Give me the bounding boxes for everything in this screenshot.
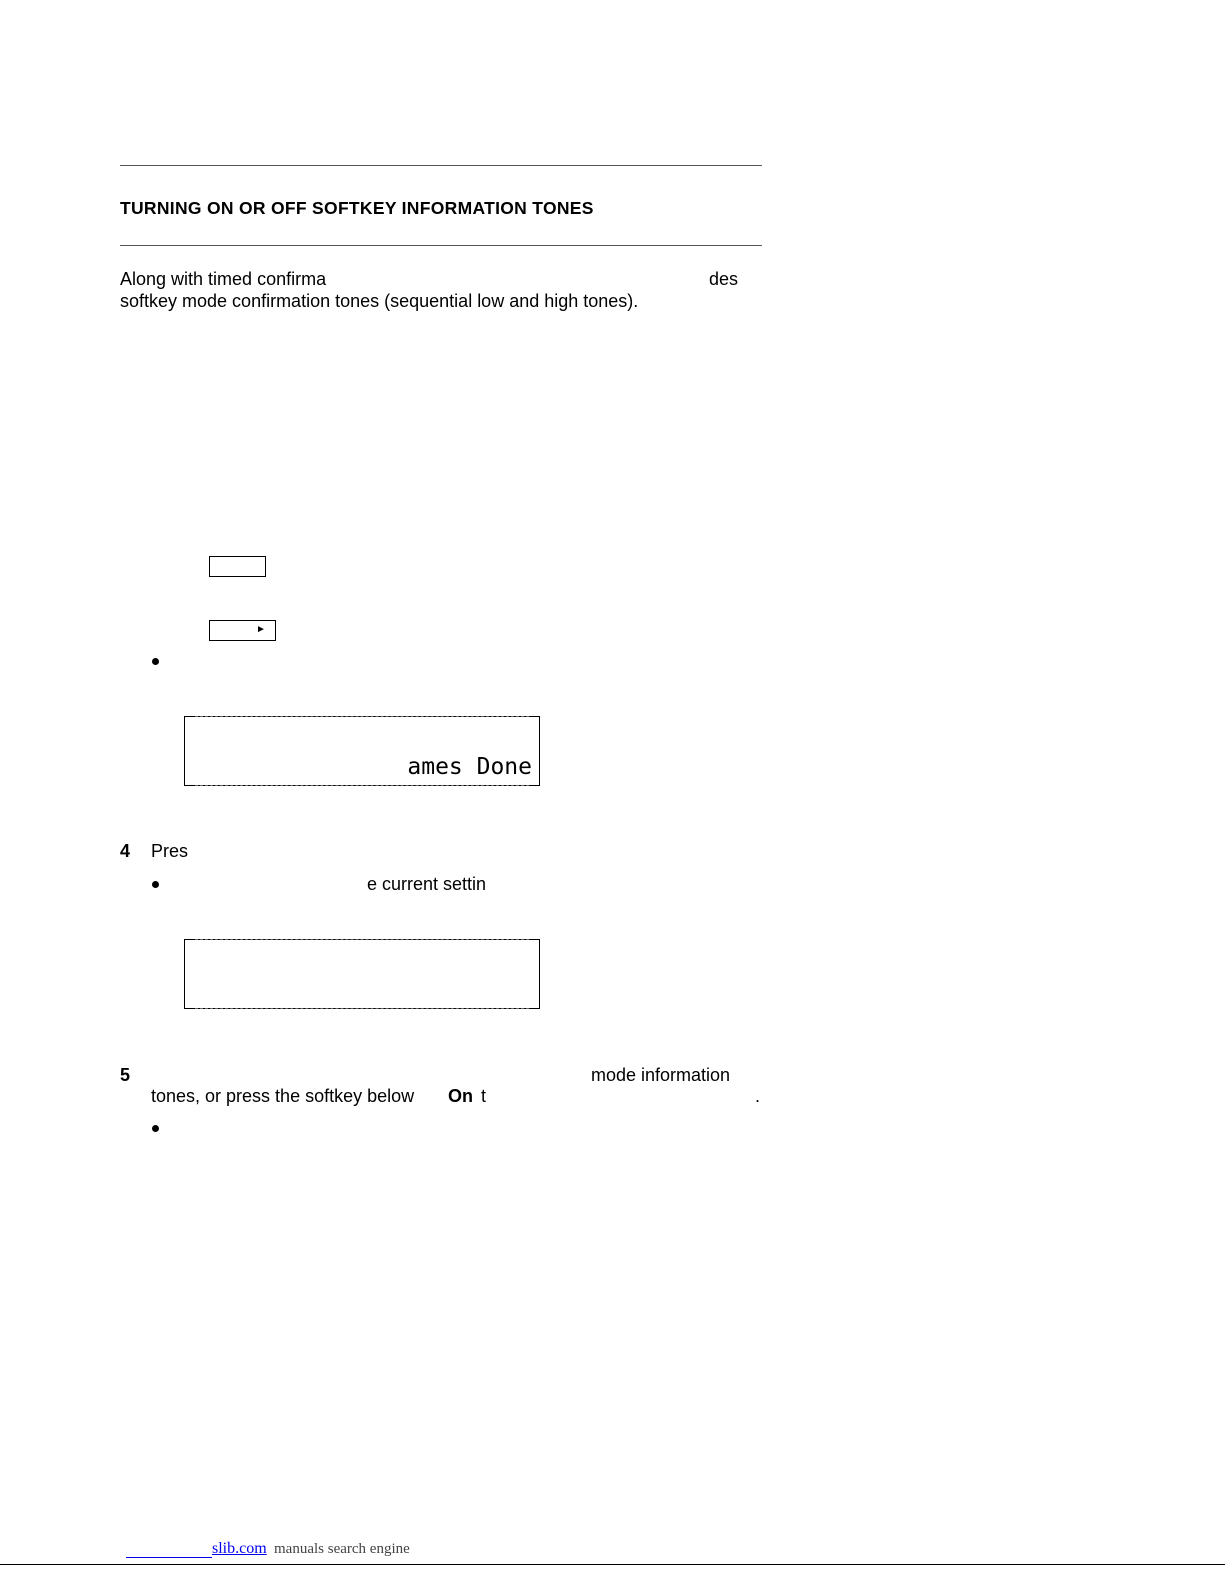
step-5-line-1: mode information (591, 1065, 731, 1085)
bullet (152, 1125, 159, 1132)
intro-line-1b: des (709, 269, 739, 289)
footer-link[interactable]: slib.com (212, 1540, 267, 1557)
bullet (152, 881, 159, 888)
right-arrow-key-icon (209, 620, 276, 641)
top-rule (120, 165, 762, 166)
intro-line-2: softkey mode confirmation tones (sequential low and high tones). (120, 291, 639, 311)
step-5-line-2b: t (481, 1086, 487, 1106)
step-5-line-2a: tones, or press the softkey below (151, 1086, 415, 1106)
footer-link-underline (126, 1557, 212, 1558)
bullet (152, 658, 159, 665)
heading-rule (120, 245, 762, 246)
display-1-text: ames Done (407, 754, 532, 780)
step-5-softkey-on: On (448, 1086, 473, 1106)
display-bottom-dots (195, 785, 529, 786)
phone-display-2 (184, 939, 540, 1009)
phone-display-1 (184, 716, 540, 786)
step-4-bullet-text: e current settin (367, 874, 487, 894)
step-4-text: Pres (151, 841, 189, 861)
display-bottom-dots (195, 1008, 529, 1009)
footer-text: manuals search engine (274, 1541, 410, 1557)
display-top-dots (195, 939, 529, 940)
display-top-dots (195, 716, 529, 717)
intro-line-1a: Along with timed confirma (120, 269, 327, 289)
right-arrow-icon: ► (256, 624, 266, 635)
step-4-number: 4 (120, 841, 131, 861)
step-5-line-2-end: . (755, 1086, 761, 1106)
feature-key-icon (209, 556, 266, 577)
step-5-number: 5 (120, 1065, 131, 1085)
page-bottom-rule (0, 1564, 1225, 1565)
section-heading: TURNING ON OR OFF SOFTKEY INFORMATION TONES (120, 198, 594, 218)
